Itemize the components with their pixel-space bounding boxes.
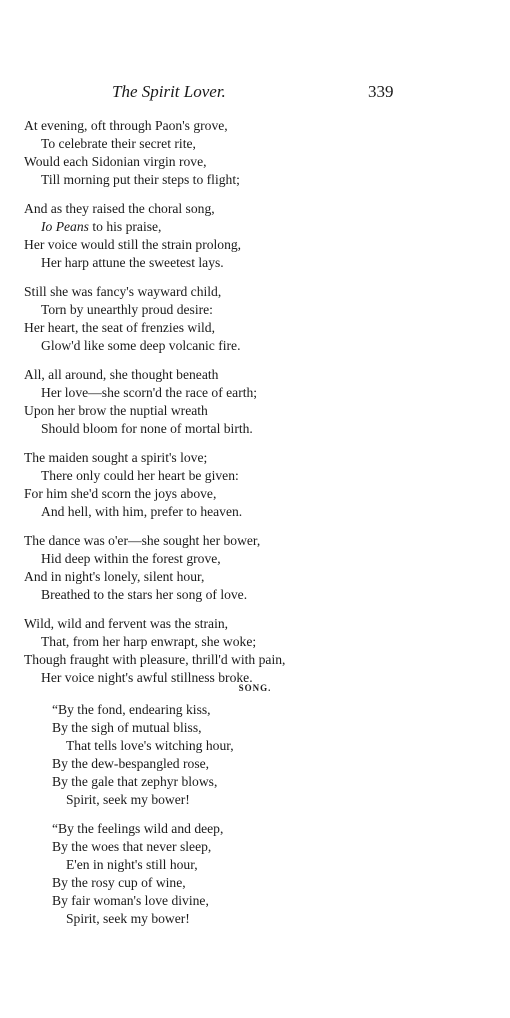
verse-line: By the dew-bespangled rose, xyxy=(52,756,210,771)
stanza xyxy=(24,366,494,438)
verse-line: There only could her heart be given: xyxy=(41,468,239,483)
verse-line: “By the feelings wild and deep, xyxy=(52,821,224,836)
verse-line: The dance was o'er—she sought her bower, xyxy=(24,533,261,548)
stanza xyxy=(24,283,494,355)
song-body xyxy=(52,701,452,939)
verse-line: E'en in night's still hour, xyxy=(66,857,198,872)
verse-line: Spirit, seek my bower! xyxy=(66,911,190,926)
verse-line: Her heart, the seat of frenzies wild, xyxy=(24,320,215,335)
verse-line: For him she'd scorn the joys above, xyxy=(24,486,217,501)
verse-line: By fair woman's love divine, xyxy=(52,893,209,908)
poem-body xyxy=(24,117,494,698)
verse-line: The maiden sought a spirit's love; xyxy=(24,450,208,465)
verse-line: Should bloom for none of mortal birth. xyxy=(41,421,253,436)
verse-line: Upon her brow the nuptial wreath xyxy=(24,403,208,418)
stanza xyxy=(24,200,494,272)
verse-line: That tells love's witching hour, xyxy=(66,738,234,753)
stanza xyxy=(52,820,452,928)
verse-line: Wild, wild and fervent was the strain, xyxy=(24,616,229,631)
stanza xyxy=(24,449,494,521)
verse-line: Though fraught with pleasure, thrill'd with pain, xyxy=(24,652,286,667)
verse-line: Till morning put their steps to flight; xyxy=(41,172,240,187)
italic-phrase: Io Peans xyxy=(41,219,89,234)
verse-line: Would each Sidonian virgin rove, xyxy=(24,154,207,169)
verse-line: By the sigh of mutual bliss, xyxy=(52,720,202,735)
verse-line: Her voice night's awful stillness broke. xyxy=(41,670,253,685)
verse-line: Her voice would still the strain prolong, xyxy=(24,237,242,252)
stanza xyxy=(52,701,452,809)
verse-line: Still she was fancy's wayward child, xyxy=(24,284,222,299)
page-header xyxy=(0,82,510,104)
page-number: 339 xyxy=(368,82,394,101)
stanza xyxy=(24,117,494,189)
verse-line: Torn by unearthly proud desire: xyxy=(41,302,213,317)
verse-line: Spirit, seek my bower! xyxy=(66,792,190,807)
verse-line: At evening, oft through Paon's grove, xyxy=(24,118,228,133)
verse-line: “By the fond, endearing kiss, xyxy=(52,702,211,717)
verse-line: Hid deep within the forest grove, xyxy=(41,551,221,566)
verse-line: And as they raised the choral song, xyxy=(24,201,215,216)
verse-line: Her love—she scorn'd the race of earth; xyxy=(41,385,258,400)
verse-line: All, all around, she thought beneath xyxy=(24,367,219,382)
verse-line: To celebrate their secret rite, xyxy=(41,136,196,151)
verse-line-rest: to his praise, xyxy=(88,219,162,234)
running-title: The Spirit Lover. xyxy=(112,82,226,101)
verse-line: Her harp attune the sweetest lays. xyxy=(41,255,224,270)
verse-line xyxy=(24,218,494,236)
verse-line: Glow'd like some deep volcanic fire. xyxy=(41,338,241,353)
verse-line: That, from her harp enwrapt, she woke; xyxy=(41,634,257,649)
verse-line: And in night's lonely, silent hour, xyxy=(24,569,205,584)
song-heading: SONG. xyxy=(238,683,272,693)
verse-line: And hell, with him, prefer to heaven. xyxy=(41,504,243,519)
verse-line: By the woes that never sleep, xyxy=(52,839,212,854)
stanza xyxy=(24,532,494,604)
verse-line: By the rosy cup of wine, xyxy=(52,875,186,890)
verse-line: By the gale that zephyr blows, xyxy=(52,774,218,789)
verse-line: Breathed to the stars her song of love. xyxy=(41,587,248,602)
stanza xyxy=(24,615,494,687)
